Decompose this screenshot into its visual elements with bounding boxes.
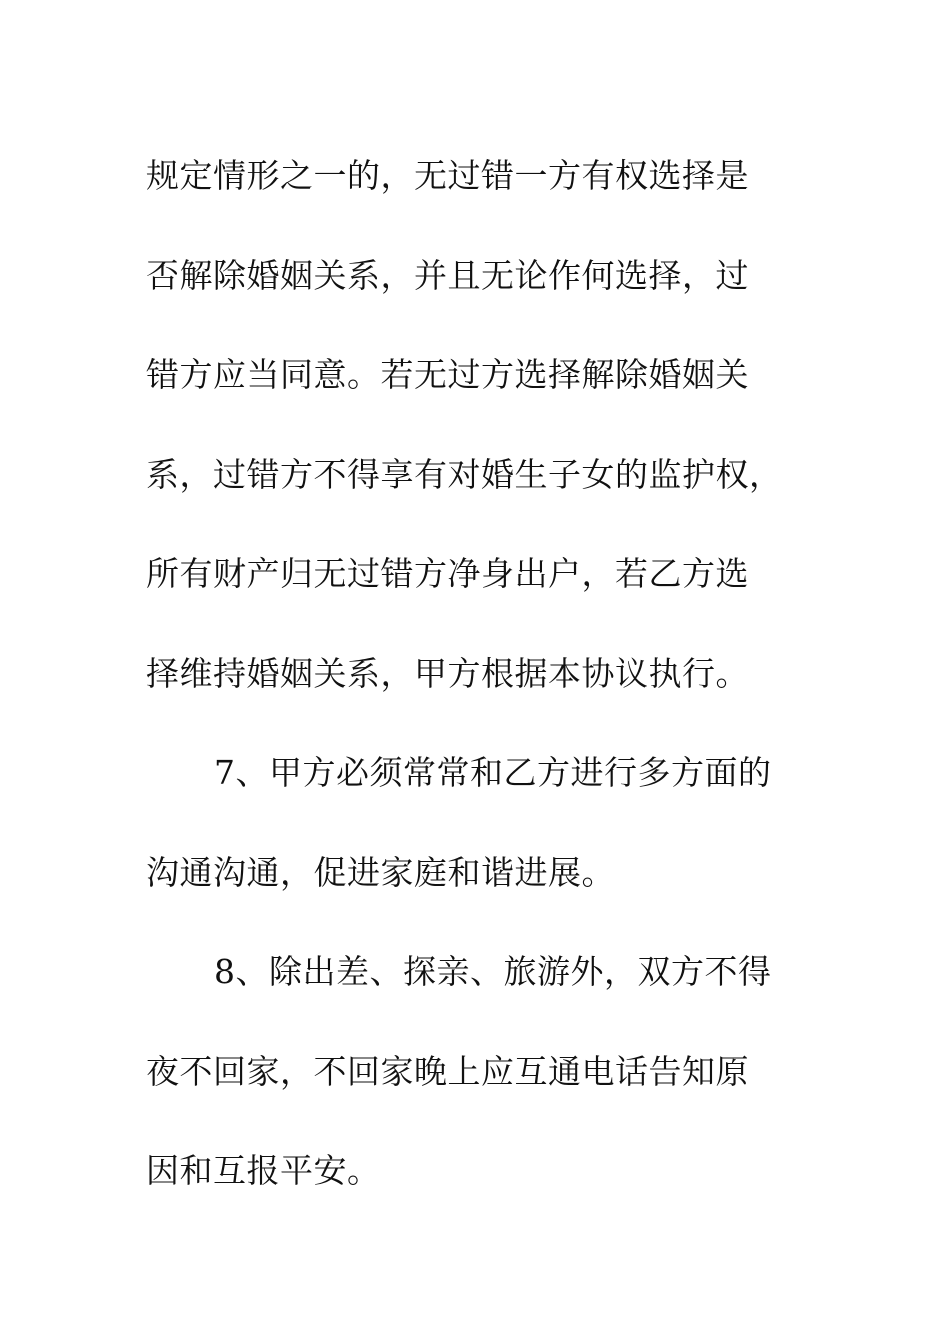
text-line: 沟通沟通，促进家庭和谐进展。 bbox=[146, 852, 615, 892]
text-line: 错方应当同意。若无过方选择解除婚姻关 bbox=[146, 355, 749, 394]
text-line: 因和互报平安。 bbox=[146, 1151, 381, 1190]
text-line: 否解除婚姻关系，并且无论作何选择，过 bbox=[146, 255, 749, 295]
paragraph-start-line: 7、甲方必须常常和乙方进行多方面的 bbox=[214, 753, 772, 792]
text-line: 规定情形之一的，无过错一方有权选择是 bbox=[146, 156, 749, 195]
text-line: 夜不回家，不回家晚上应互通电话告知原 bbox=[146, 1051, 749, 1091]
text-line: 所有财产归无过错方净身出户，若乙方选 bbox=[146, 554, 749, 593]
document-body-text bbox=[146, 126, 806, 1221]
text-line: 系，过错方不得享有对婚生子女的监护权， bbox=[146, 454, 783, 494]
paragraph-start-line: 8、除出差、探亲、旅游外，双方不得 bbox=[214, 952, 772, 991]
text-line: 择维持婚姻关系，甲方根据本协议执行。 bbox=[146, 653, 749, 693]
